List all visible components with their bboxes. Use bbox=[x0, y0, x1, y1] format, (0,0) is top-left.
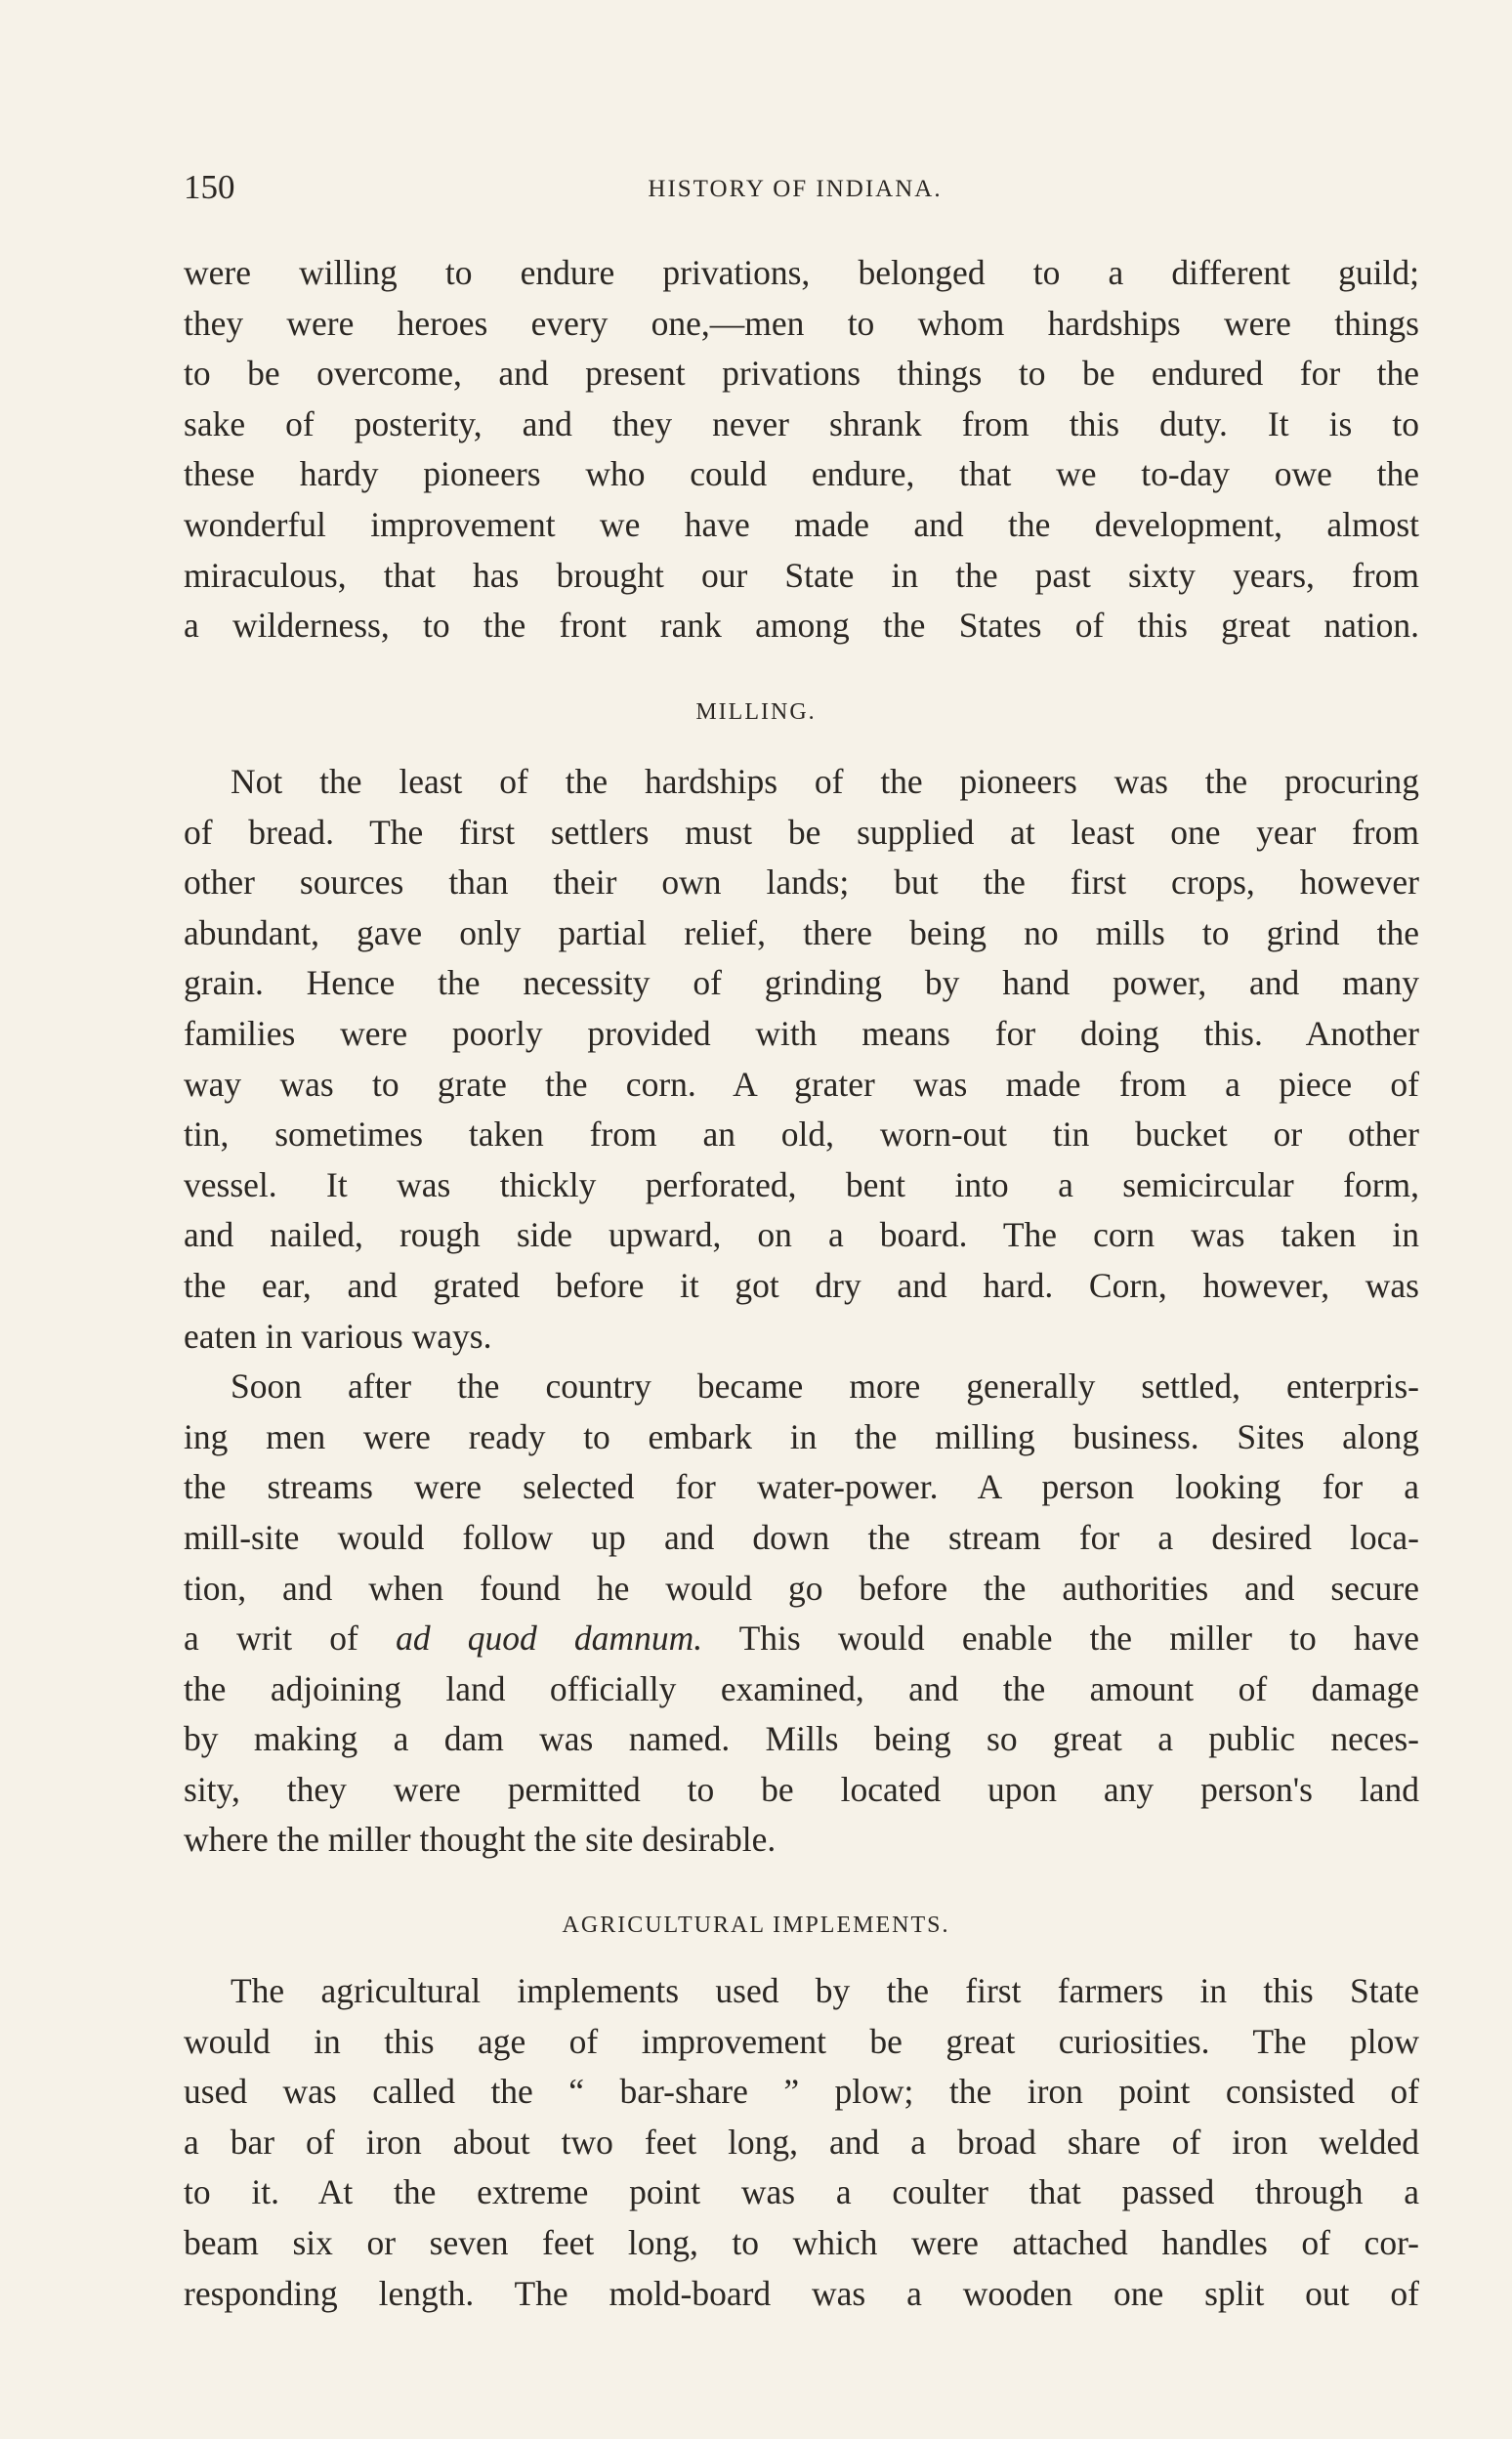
text-line: responding length. The mold-board was a wooden one split out of bbox=[184, 2273, 1419, 2313]
text-line bbox=[184, 1614, 1419, 1664]
text: This would enable the miller to have bbox=[702, 1619, 1419, 1659]
text-line: The agricultural implements used by the first farmers in this State bbox=[231, 1971, 1419, 2010]
text-line: used was called the “ bar-share ” plow; the iron point consisted of bbox=[184, 2072, 1419, 2112]
text-line: way was to grate the corn. A grater was made from a piece of bbox=[184, 1064, 1419, 1104]
paragraphs-milling bbox=[184, 757, 1419, 1866]
text-line: Not the least of the hardships of the pioneers was the procuring bbox=[231, 762, 1419, 801]
text-line: sity, they were permitted to be located upon any person's land bbox=[184, 1769, 1419, 1809]
text-line: sake of posterity, and they never shrank from this duty. It is to bbox=[184, 403, 1419, 443]
italic-latin-phrase: ad quod damnum. bbox=[396, 1619, 703, 1659]
running-title: HISTORY OF INDIANA. bbox=[648, 176, 943, 202]
text-line: they were heroes every one,—men to whom hardships were things bbox=[184, 303, 1419, 343]
text: a writ of bbox=[184, 1619, 397, 1659]
text-line: wonderful improvement we have made and the development, almost bbox=[184, 504, 1419, 544]
text-line: abundant, gave only partial relief, there being no mills to grind the bbox=[184, 912, 1419, 952]
text-line: a wilderness, to the front rank among the States of this great nation. bbox=[184, 606, 1419, 646]
text-line: the adjoining land officially examined, and the amount of damage bbox=[184, 1668, 1419, 1708]
text-line: the ear, and grated before it got dry and hard. Corn, however, was bbox=[184, 1265, 1419, 1305]
section-heading-milling: MILLING. bbox=[695, 699, 817, 725]
text-line: tin, sometimes taken from an old, worn-out tin bucket or other bbox=[184, 1114, 1419, 1155]
text-line: tion, and when found he would go before the authorities and secure bbox=[184, 1568, 1419, 1608]
text-line: grain. Hence the necessity of grinding by hand power, and many bbox=[184, 963, 1419, 1003]
text-line: families were poorly provided with means for doing this. Another bbox=[184, 1013, 1419, 1053]
paragraph-privations bbox=[184, 248, 1419, 652]
text-line: a bar of iron about two feet long, and a broad share of iron welded bbox=[184, 2122, 1419, 2162]
text-line: where the miller thought the site desirable. bbox=[184, 1820, 777, 1860]
text-line: were willing to endure privations, belonged to a different guild; bbox=[184, 253, 1419, 292]
text-line: to it. At the extreme point was a coulter that passed through a bbox=[184, 2172, 1419, 2212]
section-heading-agricultural-implements: AGRICULTURAL IMPLEMENTS. bbox=[562, 1913, 950, 1938]
paragraph-implements bbox=[184, 1966, 1419, 2319]
text-line: would in this age of improvement be great curiosities. The plow bbox=[184, 2021, 1419, 2061]
text-line: by making a dam was named. Mills being so great a public neces- bbox=[184, 1719, 1419, 1759]
text-line: these hardy pioneers who could endure, that we to-day owe the bbox=[184, 454, 1419, 494]
text-line: other sources than their own lands; but the first crops, however bbox=[184, 862, 1419, 903]
text-line: beam six or seven feet long, to which were attached handles of cor- bbox=[184, 2222, 1419, 2262]
text-line: ing men were ready to embark in the milling business. Sites along bbox=[184, 1416, 1419, 1456]
text-line: vessel. It was thickly perforated, bent into a semicircular form, bbox=[184, 1164, 1419, 1204]
text-line: and nailed, rough side upward, on a board. The corn was taken in bbox=[184, 1215, 1419, 1255]
text-line: of bread. The first settlers must be supplied at least one year from bbox=[184, 812, 1419, 852]
page-number: 150 bbox=[184, 168, 235, 206]
text-line: to be overcome, and present privations things to be endured for the bbox=[184, 354, 1419, 394]
text-line: the streams were selected for water-power. A person looking for a bbox=[184, 1467, 1419, 1507]
text-line: miraculous, that has brought our State in the past sixty years, from bbox=[184, 555, 1419, 595]
text-line: eaten in various ways. bbox=[184, 1316, 492, 1356]
text-line: mill-site would follow up and down the stream for a desired loca- bbox=[184, 1517, 1419, 1557]
text-line: Soon after the country became more generally settled, enterpris- bbox=[231, 1367, 1419, 1407]
